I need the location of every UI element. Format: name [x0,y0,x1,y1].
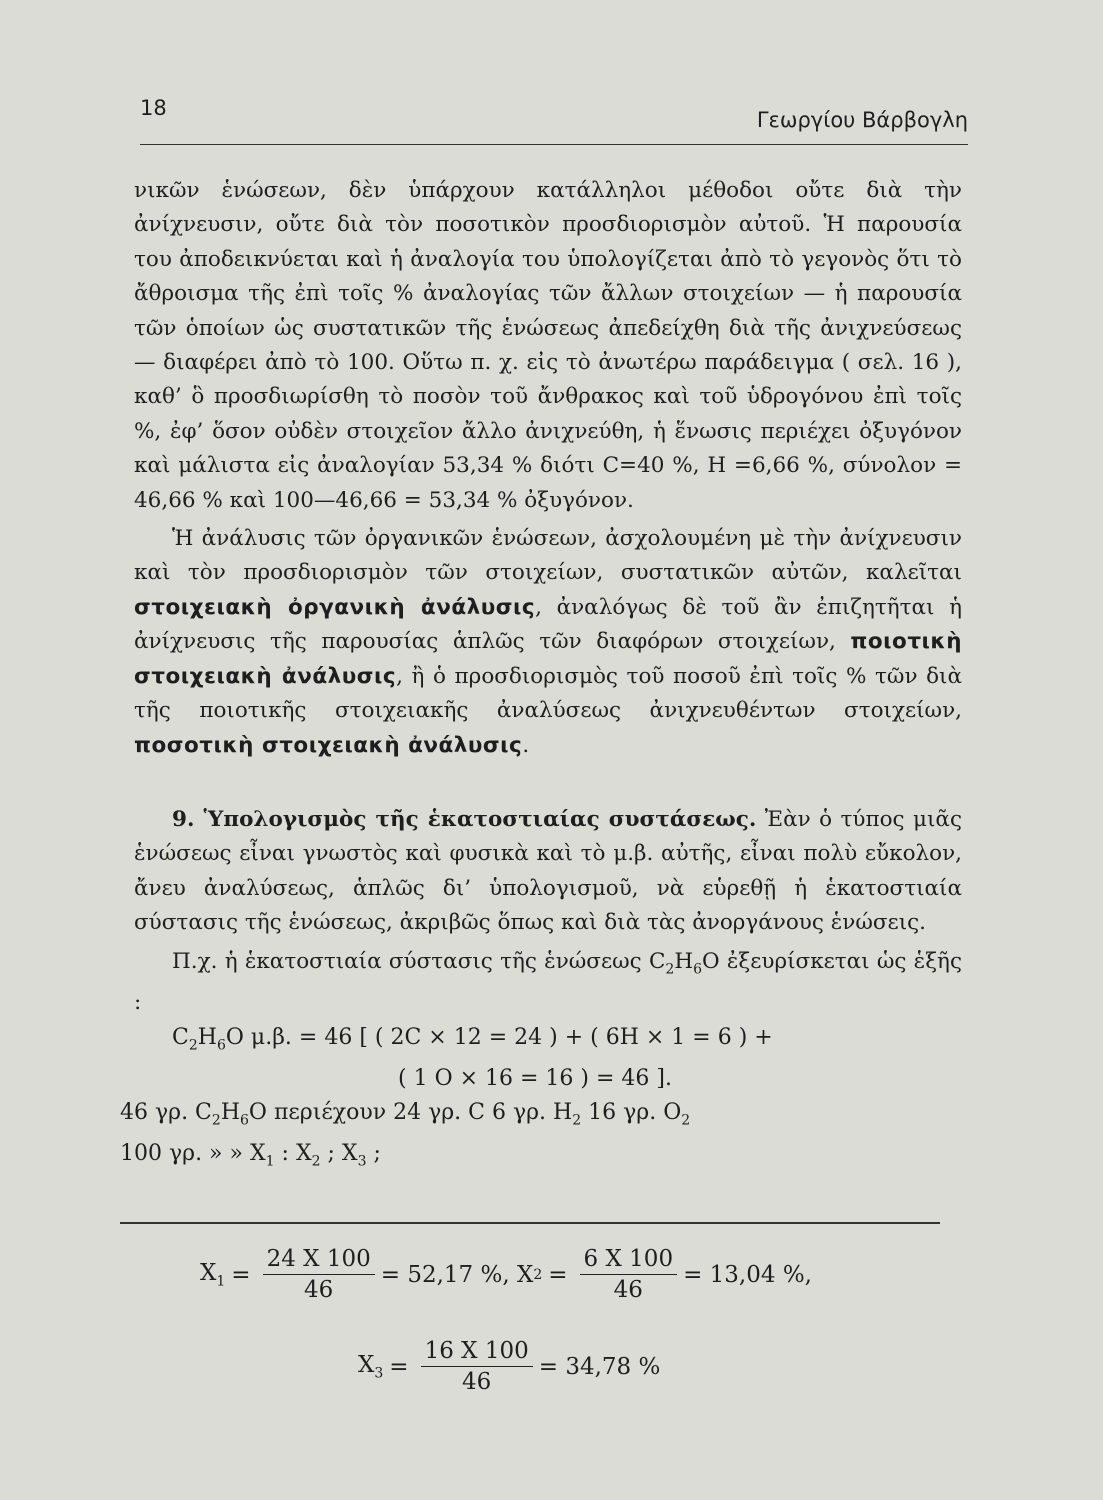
text-span: O περιέχουν 24 γρ. C 6 γρ. H [248,1100,573,1126]
subscript: 3 [374,1365,384,1382]
result-x2: = 13,04 %, [683,1261,812,1288]
text-span: O ἐξευρίσκεται ὡς ἑξῆς : [134,948,962,1016]
text-span: O μ.β. = 46 [ ( 2C × 12 = 24 ) + ( 6H × 1 = 6 ) + [225,1024,773,1050]
text-span: Π.χ. ἡ ἑκατοστιαία σύστασις τῆς ἑνώσεως C [172,948,666,974]
subscript: 2 [533,1266,543,1283]
subscript: 6 [216,1037,226,1054]
text-span: 46 γρ. C [120,1100,212,1126]
fraction-x1 [263,1246,375,1303]
calc-line-1 [134,1021,962,1062]
fraction-x3 [421,1338,533,1395]
var-label: X [358,1351,375,1378]
result-x3: = 34,78 % [538,1353,661,1380]
subscript: 2 [211,1112,221,1129]
fraction-x2 [580,1246,678,1303]
text-span: ; [366,1141,381,1167]
paragraph-1: νικῶν ἑνώσεων, δὲν ὑπάρχουν κατάλληλοι μέθοδοι οὔτε διὰ τὴν ἀνίχνευσιν, οὔτε διὰ τὸν ποσοτικὸν προσδιορισμὸν αὐτοῦ. Ἡ παρουσία του ἀποδεικνύεται καὶ ἡ ἀναλογία του ὑπολογίζεται ἀπὸ τὸ γεγονὸς ὅτι τὸ ἄθροισμα τῆς ἐπὶ τοῖς % ἀναλογίας τῶν ἄλλων στοιχείων — ἡ παρουσία τῶν ὁποίων ὡς συστατικῶν τῆς ἑνώσεως ἀπεδείχθη διὰ τῆς ἀνιχνεύσεως — διαφέρει ἀπὸ τὸ 100. Οὕτω π. χ. εἰς τὸ ἀνωτέρω παράδειγμα ( σελ. 16 ), καθ’ ὃ προσδιωρίσθη τὸ ποσὸν τοῦ ἄνθρακος καὶ τοῦ ὑδρογόνου ἐπὶ τοῖς %, ἐφ’ ὅσον οὐδὲν στοιχεῖον ἄλλο ἀνιχνεύθη, ἡ ἕνωσις περιέχει ὀξυγόνον καὶ μάλιστα εἰς ἀναλογίαν 53,34 % διότι C=40 %, H =6,66 %, σύνολον = 46,66 % καὶ 100—46,66 = 53,34 % ὀξυγόνον. [134,178,962,513]
running-head: Γεωργίου Βάρβογλη [756,108,968,132]
section-9-heading: 9. Ὑπολογισμὸς τῆς ἑκατοστιαίας συστάσεως. [172,806,757,832]
subscript: 6 [240,1112,249,1129]
numerator: 24 X 100 [263,1246,375,1275]
page-body [120,174,962,1179]
page-header [140,96,968,145]
text-span: , ἢ ὁ προσδιορισμὸς τοῦ ποσοῦ ἐπὶ τοῖς % τῶν διὰ τῆς ποιοτικῆς στοιχειακῆς ἀναλύσεως ἀνιχνευθέντων στοιχείων, [134,663,962,724]
paragraph-2 [134,522,962,763]
formula-x1-x2 [200,1246,812,1303]
text-span: : X [274,1141,312,1167]
text-span: Ἡ ἀνάλυσις τῶν ὀργανικῶν ἑνώσεων, ἀσχολουμένη μὲ τὴν ἀνίχνευσιν καὶ τὸν προσδιορισμὸν τῶν στοιχείων, συστατικῶν αὐτῶν, καλεῖται [134,526,962,586]
denominator: 46 [304,1277,334,1303]
denominator: 46 [613,1277,643,1303]
text-span: , ἀναλόγως δὲ τοῦ ἂν ἐπιζητῆται ἡ ἀνίχνευσις τῆς παρουσίας ἁπλῶς τῶν διαφόρων στοιχείων, [134,594,962,655]
text-span: 16 γρ. O [581,1100,682,1126]
variable-x1 [200,1260,225,1290]
variable-x3 [358,1352,383,1382]
result-x1: = 52,17 %, X [380,1261,534,1288]
section-9-paragraph [134,803,962,941]
subscript: 6 [693,960,702,977]
subscript: 2 [572,1112,582,1129]
subscript: 2 [665,960,675,977]
term-qualitative-analysis: ποιοτικὴ στοιχειακὴ ἀνάλυσις [134,629,962,689]
horizontal-rule [120,1222,940,1224]
text-span: H [220,1100,240,1126]
text-span: C [172,1024,189,1050]
equals-sign: = [389,1353,409,1380]
calc-line-4 [120,1137,962,1178]
term-elemental-organic-analysis: στοιχειακὴ ὀργανικὴ ἀνάλυσις [134,594,536,620]
calc-line-2: ( 1 O × 16 = 16 ) = 46 ]. [398,1066,672,1092]
equals-sign: = [548,1261,568,1288]
example-paragraph [134,945,962,1021]
var-label: X [200,1259,217,1286]
numerator: 16 X 100 [421,1338,533,1367]
text-span: . [522,732,530,758]
subscript: 3 [357,1153,367,1170]
text-span: ; X [320,1141,358,1167]
page-number: 18 [140,96,167,120]
text-span: H [197,1024,217,1050]
subscript: 2 [188,1037,198,1054]
term-quantitative-analysis: ποσοτικὴ στοιχειακὴ ἀνάλυσις [134,732,523,758]
denominator: 46 [462,1369,492,1395]
subscript: 1 [216,1273,226,1290]
subscript: 2 [681,1112,691,1129]
subscript: 1 [265,1153,275,1170]
section-9-text: Ἐὰν ὁ τύπος μιᾶς ἑνώσεως εἶναι γνωστὸς καὶ φυσικὰ καὶ τὸ μ.β. αὐτῆς, εἶναι πολὺ εὔκολον, ἄνευ ἀναλύσεως, ἁπλῶς δι’ ὑπολογισμοῦ, νὰ εὑρεθῇ ἡ ἑκατοστιαία σύστασις τῆς ἑνώσεως, ἀκριβῶς ὅπως καὶ διὰ τὰς ἀνοργάνους ἑνώσεις. [134,806,962,936]
subscript: 2 [311,1153,321,1170]
formula-x3 [358,1338,660,1395]
text-span: 100 γρ. » » X [120,1141,266,1167]
numerator: 6 X 100 [580,1246,678,1275]
text-span: H [674,948,694,974]
equals-sign: = [231,1261,251,1288]
calculation-block [120,1021,962,1179]
calc-line-3 [120,1096,962,1137]
